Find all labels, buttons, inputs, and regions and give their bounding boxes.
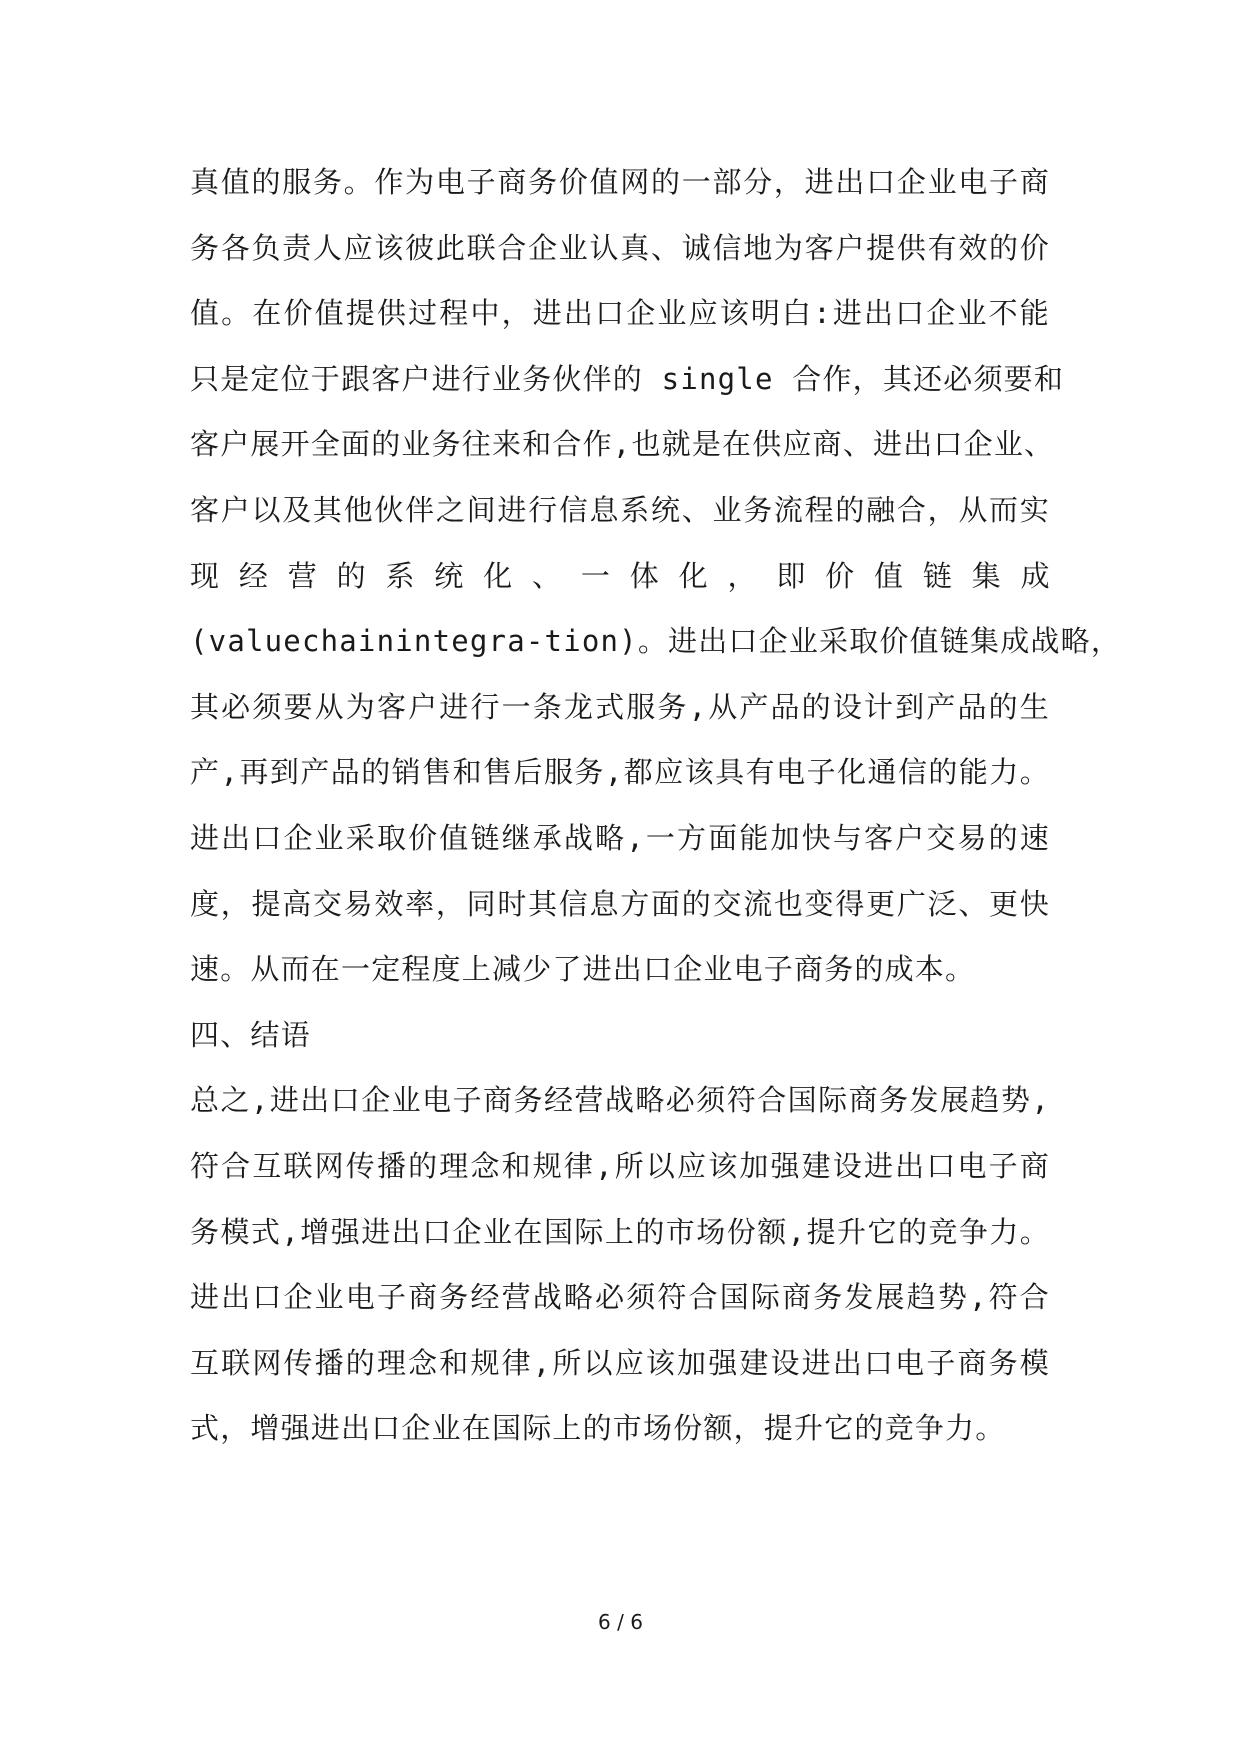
text-line: 客户以及其他伙伴之间进行信息系统、业务流程的融合，从而实 (190, 492, 1050, 527)
text-line: 进出口企业电子商务经营战略必须符合国际商务发展趋势,符合 (190, 1280, 1050, 1315)
text-line: 产,再到产品的销售和售后服务,都应该具有电子化通信的能力。 (190, 755, 1050, 790)
text-line: 务各负责人应该彼此联合企业认真、诚信地为客户提供有效的价 (190, 230, 1050, 265)
text-line: 客户展开全面的业务往来和合作,也就是在供应商、进出口企业、 (190, 427, 1055, 462)
text-line: 总之,进出口企业电子商务经营战略必须符合国际商务发展趋势, (190, 1083, 1050, 1118)
text-line: 其必须要从为客户进行一条龙式服务,从产品的设计到产品的生 (190, 689, 1050, 724)
text-line: 速。从而在一定程度上减少了进出口企业电子商务的成本。 (190, 952, 976, 987)
text-line: 互联网传播的理念和规律,所以应该加强建设进出口电子商务模 (190, 1345, 1050, 1380)
text-line: (valuechainintegra-tion)。进出口企业采取价值链集成战略， (190, 624, 1122, 659)
section-heading: 四、结语 (190, 1017, 311, 1052)
text-line: 式，增强进出口企业在国际上的市场份额，提升它的竞争力。 (190, 1411, 1006, 1446)
text-line: 务模式,增强进出口企业在国际上的市场份额,提升它的竞争力。 (190, 1214, 1050, 1249)
text-line: 进出口企业采取价值链继承战略,一方面能加快与客户交易的速 (190, 820, 1050, 855)
text-line: 真值的服务。作为电子商务价值网的一部分，进出口企业电子商 (190, 165, 1050, 199)
text-line: 只是定位于跟客户进行业务伙伴的 single 合作，其还必须要和 (190, 361, 1065, 396)
text-line: 符合互联网传播的理念和规律,所以应该加强建设进出口电子商 (190, 1148, 1050, 1183)
text-line: 值。在价值提供过程中，进出口企业应该明白:进出口企业不能 (190, 296, 1050, 331)
text-line: 度，提高交易效率，同时其信息方面的交流也变得更广泛、更快 (190, 886, 1050, 921)
body-text (190, 150, 1122, 1462)
text-line: 现 经 营 的 系 统 化 、 一 体 化 ， 即 价 值 链 集 成 (190, 558, 1051, 593)
page-number: 6 / 6 (598, 1610, 643, 1634)
